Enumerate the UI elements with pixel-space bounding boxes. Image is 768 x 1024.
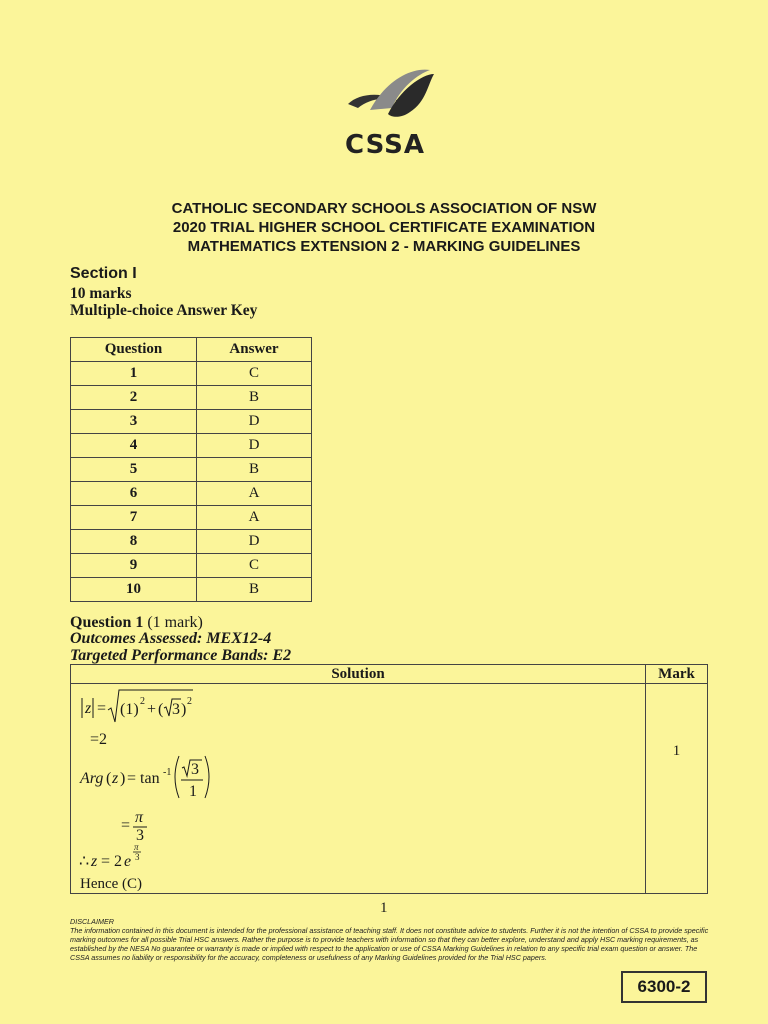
question-number: 5 bbox=[71, 458, 197, 482]
question-number: 9 bbox=[71, 554, 197, 578]
table-row bbox=[71, 530, 312, 554]
svg-text:Arg: Arg bbox=[80, 770, 104, 787]
question-number: 3 bbox=[71, 410, 197, 434]
outcomes-assessed: Outcomes Assessed: MEX12-4 bbox=[70, 630, 272, 647]
svg-text:1: 1 bbox=[189, 783, 197, 800]
svg-text:(: ( bbox=[106, 770, 112, 787]
section-title: Section I bbox=[70, 265, 137, 282]
table-row bbox=[71, 386, 312, 410]
header-line-2: 2020 TRIAL HIGHER SCHOOL CERTIFICATE EXAMINATION bbox=[172, 219, 596, 236]
question-1-marks: (1 mark) bbox=[147, 614, 203, 631]
question-number: 1 bbox=[71, 362, 197, 386]
question-number: 8 bbox=[71, 530, 197, 554]
svg-text:+: + bbox=[147, 701, 157, 718]
svg-text:2: 2 bbox=[140, 696, 145, 707]
question-number: 2 bbox=[71, 386, 197, 410]
answer-value: B bbox=[197, 578, 312, 602]
question-number: 7 bbox=[71, 506, 197, 530]
svg-text:=2: =2 bbox=[90, 731, 108, 748]
svg-text:3: 3 bbox=[172, 701, 180, 718]
section-subtitle: Multiple-choice Answer Key bbox=[70, 302, 258, 319]
solution-conclusion: Hence (C) bbox=[80, 876, 143, 892]
solution-working bbox=[71, 684, 646, 893]
table-row bbox=[71, 362, 312, 386]
column-header-question: Question bbox=[71, 338, 197, 362]
question-number: 10 bbox=[71, 578, 197, 602]
answer-value: A bbox=[197, 506, 312, 530]
table-row bbox=[71, 482, 312, 506]
answer-value: D bbox=[197, 434, 312, 458]
svg-text:=: = bbox=[97, 700, 107, 717]
svg-text:= tan: = tan bbox=[127, 770, 160, 787]
svg-text:z: z bbox=[85, 700, 92, 717]
table-row bbox=[71, 554, 312, 578]
svg-text:3: 3 bbox=[191, 761, 199, 778]
answer-value: C bbox=[197, 362, 312, 386]
solution-math bbox=[71, 684, 645, 893]
svg-text:π: π bbox=[135, 809, 144, 826]
table-row bbox=[71, 506, 312, 530]
answer-value: D bbox=[197, 530, 312, 554]
svg-text:(: ( bbox=[158, 701, 164, 718]
svg-text:z: z bbox=[112, 770, 119, 787]
column-header-answer: Answer bbox=[197, 338, 312, 362]
svg-text:): ) bbox=[120, 770, 126, 787]
answer-value: A bbox=[197, 482, 312, 506]
cssa-logo bbox=[330, 62, 440, 162]
header-line-1: CATHOLIC SECONDARY SCHOOLS ASSOCIATION OF NSW bbox=[171, 200, 597, 217]
page-number: 1 bbox=[380, 900, 388, 916]
svg-text:): ) bbox=[181, 701, 187, 718]
svg-text:2: 2 bbox=[187, 696, 192, 707]
svg-text:(1): (1) bbox=[120, 701, 139, 718]
disclaimer bbox=[70, 917, 710, 962]
table-header-row bbox=[71, 338, 312, 362]
svg-text:3: 3 bbox=[136, 827, 144, 844]
disclaimer-text: The information contained in this document is intended for the professional assistance of teaching staff. It does not constitute advice to students. Further it is not the intention of CSSA to provide specific marking outcomes for all possible Trial HSC answers. Rather the purpose is to provide teachers with information so that they can better explore, understand and apply HSC marking requirements, as established by the NESA No guarantee or warranty is made or implied with respect to the application or use of CSSA Marking Guidelines in relation to any specific trial exam question or answer. The CSSA assumes no liability or responsibility for the accuracy, completeness or usefulness of any Marking Guidelines provided for the Trial HSC papers. bbox=[70, 926, 709, 962]
svg-text:-1: -1 bbox=[163, 767, 172, 778]
svg-text:e: e bbox=[124, 853, 132, 870]
table-row bbox=[71, 410, 312, 434]
header-line-3: MATHEMATICS EXTENSION 2 - MARKING GUIDELINES bbox=[187, 238, 581, 255]
paper-code: 6300-2 bbox=[621, 971, 707, 1003]
solution-table bbox=[70, 664, 708, 894]
table-row bbox=[71, 434, 312, 458]
table-row bbox=[71, 458, 312, 482]
section-marks: 10 marks bbox=[70, 285, 132, 302]
svg-text:π: π bbox=[134, 842, 139, 852]
solution-header: Solution bbox=[71, 665, 646, 684]
answer-value: D bbox=[197, 410, 312, 434]
question-1-title: Question 1 bbox=[70, 614, 144, 631]
table-row bbox=[71, 578, 312, 602]
performance-bands: Targeted Performance Bands: E2 bbox=[70, 647, 292, 664]
svg-text:z: z bbox=[91, 853, 98, 870]
answer-key-table bbox=[70, 337, 312, 602]
mark-value: 1 bbox=[672, 743, 681, 759]
svg-text:= 2: = 2 bbox=[101, 853, 123, 870]
disclaimer-title: DISCLAIMER bbox=[70, 917, 114, 926]
answer-value: C bbox=[197, 554, 312, 578]
question-number: 6 bbox=[71, 482, 197, 506]
svg-text:3: 3 bbox=[135, 852, 140, 862]
answer-value: B bbox=[197, 458, 312, 482]
logo-text: CSSA bbox=[345, 130, 425, 160]
leaf-emblem-icon bbox=[330, 62, 440, 132]
question-number: 4 bbox=[71, 434, 197, 458]
svg-text:∴: ∴ bbox=[79, 853, 90, 870]
mark-header: Mark bbox=[646, 665, 707, 684]
answer-value: B bbox=[197, 386, 312, 410]
svg-text:=: = bbox=[121, 817, 131, 834]
